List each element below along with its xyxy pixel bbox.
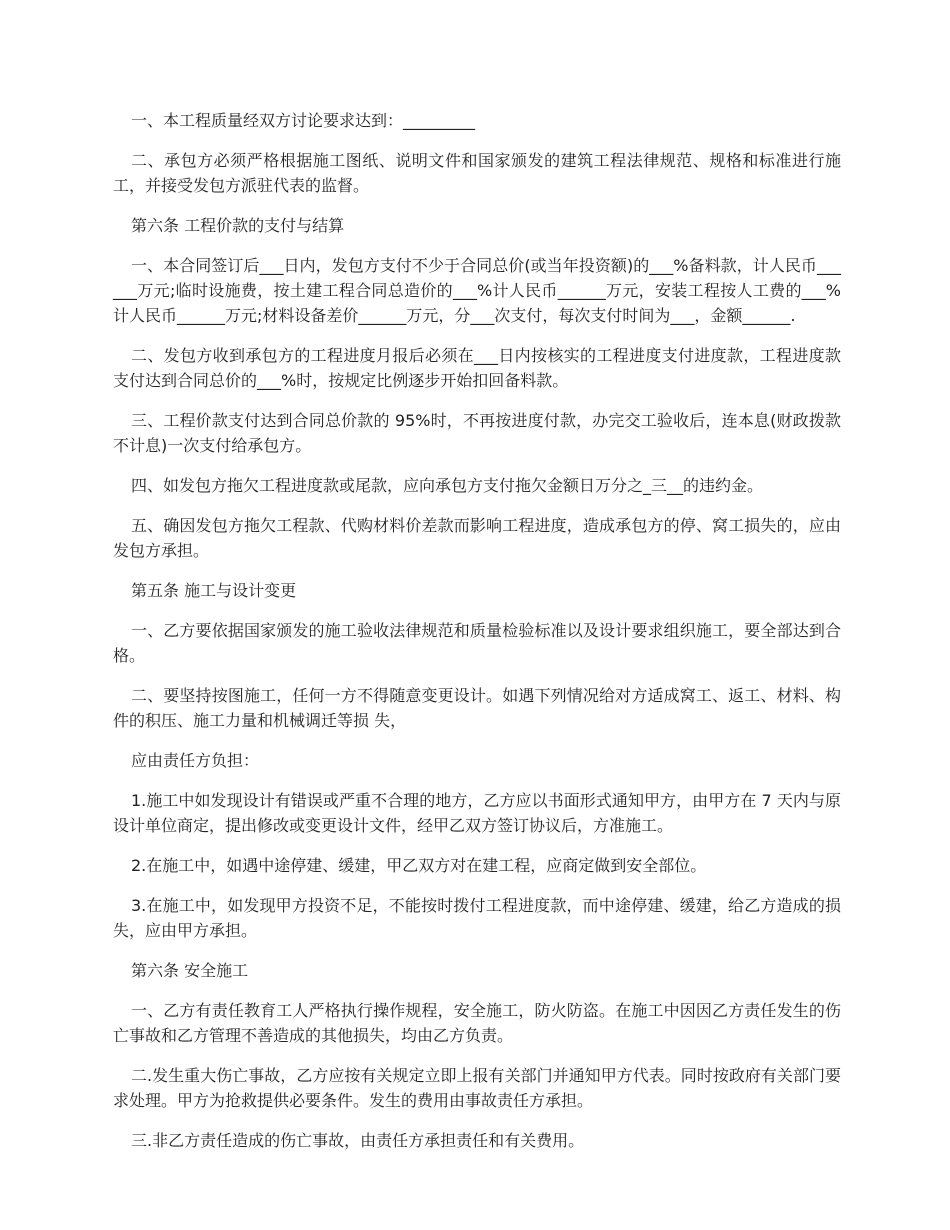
clause-non-contractor-accident: 三.非乙方责任造成的伤亡事故，由责任方承担责任和有关费用。 <box>131 1131 585 1150</box>
list-item-insufficient-funds: 3.在施工中，如发现甲方投资不足，不能按时拨付工程进度款，而中途停建、缓建，给乙方造成的损失，应由甲方承担。 <box>113 896 841 940</box>
clause-quality-standard: 一、本工程质量经双方讨论要求达到：_________ <box>131 111 476 130</box>
article-heading-design-change: 第五条 施工与设计变更 <box>131 581 297 600</box>
clause-responsible-party: 应由责任方负担： <box>131 751 260 770</box>
article-heading-safety: 第六条 安全施工 <box>131 961 249 980</box>
clause-safety-education: 一、乙方有责任教育工人严格执行操作规程，安全施工，防火防盗。在施工中因因乙方责任发生的伤亡事故和乙方管理不善造成的其他损失，均由乙方负责。 <box>113 1001 841 1045</box>
document-body <box>113 108 841 1168</box>
list-item-suspension: 2.在施工中，如遇中途停建、缓建，甲乙双方对在建工程，应商定做到安全部位。 <box>131 856 707 875</box>
list-item-design-error: 1.施工中如发现设计有错误或严重不合理的地方，乙方应以书面形式通知甲方，由甲方在 7 天内与原设计单位商定，提出修改或变更设计文件，经甲乙双方签订协议后，方准施工。 <box>113 791 841 835</box>
clause-major-accident: 二.发生重大伤亡事故，乙方应按有关规定立即上报有关部门并通知甲方代表。同时按政府有关部门要求处理。甲方为抢救提供必要条件。发生的费用由事故责任方承担。 <box>113 1066 841 1110</box>
clause-construction-standards: 二、承包方必须严格根据施工图纸、说明文件和国家颁发的建筑工程法律规范、规格和标准进行施工，并接受发包方派驻代表的监督。 <box>113 151 841 195</box>
clause-follow-drawings: 二、要坚持按图施工，任何一方不得随意变更设计。如遇下列情况给对方适成窝工、返工、材料、构件的积压、施工力量和机械调迁等损 失， <box>113 686 841 730</box>
clause-payment-advance: 一、本合同签订后___日内，发包方支付不少于合同总价(或当年投资额)的___%备料款，计人民币______万元;临时设施费，按土建工程合同总造价的___%计人民币______万元，安装工程按人工费的___%计人民币______万元;材料设备差价______万元，分___次支付，每次支付时间为___，金额______. <box>113 256 841 325</box>
article-heading-payment: 第六条 工程价款的支付与结算 <box>131 216 345 235</box>
clause-payment-delay-loss: 五、确因发包方拖欠工程款、代购材料价差款而影响工程进度，造成承包方的停、窝工损失的，应由发包方承担。 <box>113 516 841 560</box>
clause-payment-95-percent: 三、工程价款支付达到合同总价款的 95%时，不再按进度付款，办完交工验收后，连本息(财政拨款不计息)一次支付给承包方。 <box>113 411 841 455</box>
clause-payment-progress: 二、发包方收到承包方的工程进度月报后必须在___日内按核实的工程进度支付进度款，工程进度款支付达到合同总价的___%时，按规定比例逐步开始扣回备料款。 <box>113 346 841 390</box>
clause-payment-default-penalty: 四、如发包方拖欠工程进度款或尾款，应向承包方支付拖欠金额日万分之_三__的违约金。 <box>131 476 764 495</box>
clause-construction-compliance: 一、乙方要依据国家颁发的施工验收法律规范和质量检验标准以及设计要求组织施工，要全部达到合格。 <box>113 621 841 665</box>
